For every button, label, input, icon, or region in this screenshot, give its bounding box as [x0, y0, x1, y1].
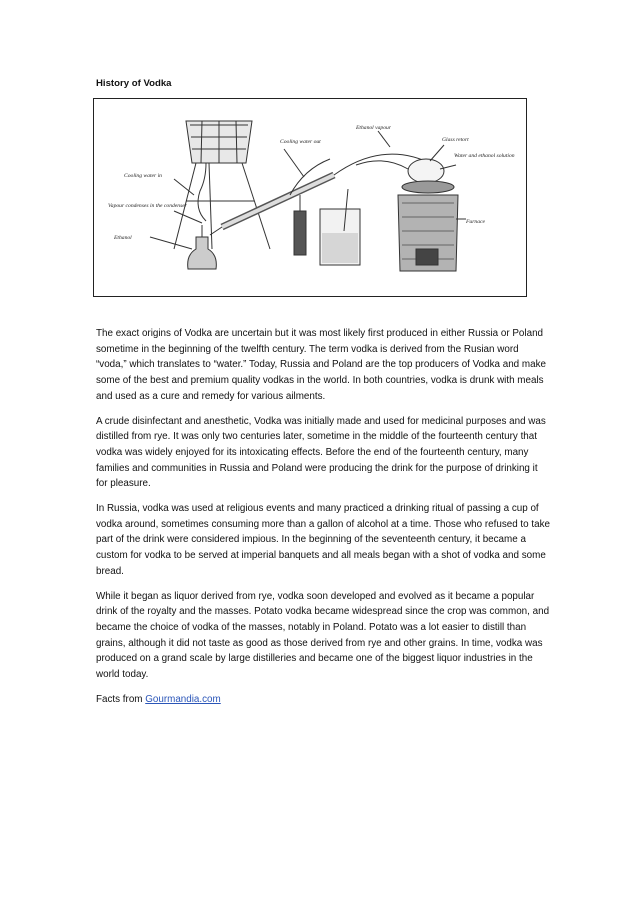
distillation-diagram — [94, 99, 527, 297]
label-cooling-water-in: Cooling water in — [124, 173, 162, 179]
label-vapour-condenses: Vapour condenses in the condenser — [108, 203, 187, 209]
article-body — [96, 326, 551, 716]
paragraph: While it began as liquor derived from rye, vodka soon developed and evolved as it became a popular drink of the royalty and the masses. Potato vodka became widespread since the crop was common, and became the choice of vodka of the masses, notably in Poland. Potato was a lot easier to distill than grains, although it did not taste as good as those derived from rye and other grains. In time, vodka was produced on a grand scale by large distilleries and became one of the biggest liquor industries in the world today. — [96, 590, 550, 681]
source-prefix: Facts from — [96, 693, 146, 705]
distillation-illustration — [93, 98, 527, 297]
label-water-ethanol-solution: Water and ethanol solution — [454, 153, 515, 159]
paragraph: In Russia, vodka was used at religious events and many practiced a drinking ritual of passing a cup of vodka around, sometimes consuming more than a gallon of alcohol at a time. Those who refused to take part of the drink were considered impious. In the beginning of the seventeenth century, it became a custom for vodka to be served at imperial banquets and all meals began with a shot of vodka and some bread. — [96, 503, 550, 577]
label-cooling-water-out: Cooling water out — [280, 139, 321, 145]
source-link[interactable]: Gourmandia.com — [145, 693, 221, 705]
label-ethanol: Ethanol — [114, 235, 132, 241]
label-glass-retort: Glass retort — [442, 137, 469, 143]
label-furnace: Furnace — [466, 219, 485, 225]
paragraph: A crude disinfectant and anesthetic, Vodka was initially made and used for medicinal purposes and was distilled from rye. It was only two centuries later, sometime in the middle of the fourteenth century that vodka was widely enjoyed for its intoxicating effects. Before the end of the fourteenth century, many families and communities in Russia and Poland were producing the drink for the purpose of drinking it for pleasure. — [96, 415, 546, 490]
paragraph: The exact origins of Vodka are uncertain but it was most likely first produced in either Russia or Poland sometime in the beginning of the twelfth century. The term vodka is derived from the Rusian word “voda,” which translates to “water.” Today, Russia and Poland are the top producers of Vodka and make some of the best and premium quality vodkas in the world. In both countries, vodka is drunk with meals and used as a cure and remedy for various ailments. — [96, 328, 546, 402]
document-title: History of Vodka — [96, 78, 172, 89]
source-line — [96, 692, 551, 708]
label-ethanol-vapour: Ethanol vapour — [356, 125, 391, 131]
